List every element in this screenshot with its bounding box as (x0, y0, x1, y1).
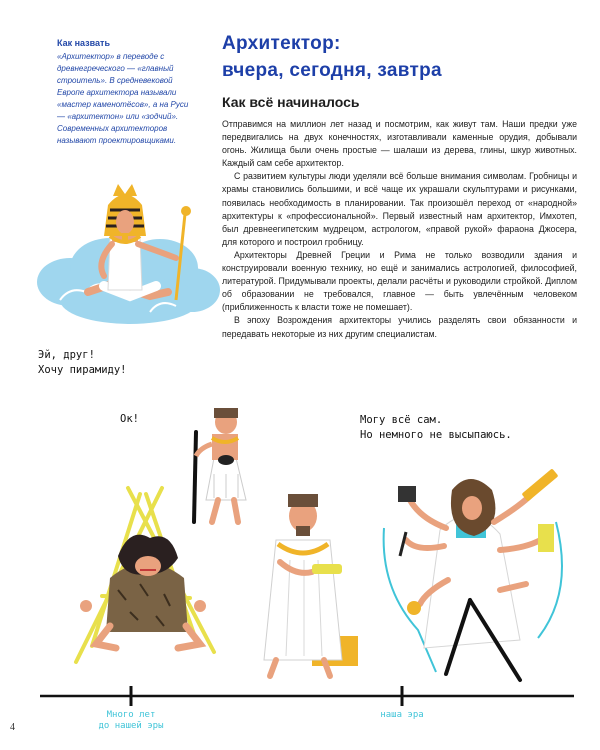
paragraph-4: В эпоху Возрождения архитекторы учились разделять свои обязанности и передавать некоторые из них другим специалистам. (222, 315, 577, 339)
renaissance-speech-line1: Могу всё сам. (360, 414, 443, 426)
timeline (40, 686, 574, 706)
section-title: Как всё начиналось (222, 94, 360, 110)
paragraph-1: Отправимся на миллион лет назад и посмотрим, как живут там. Наши предки уже передвигались на двух конечностях, изготавливали каменные орудия, добывали огонь. Жилища были очень простые — шалаши из дерева, глины, шкур животных. Каждый сам себе архитектор. (222, 119, 577, 169)
pharaoh-illustration (37, 184, 220, 324)
page-number: 4 (10, 722, 15, 733)
timeline-label-ad: наша эра (380, 710, 424, 720)
renaissance-speech (360, 413, 512, 443)
main-title-line1: Архитектор: (222, 33, 341, 54)
timeline-label-bc-line2: до нашей эры (98, 721, 164, 731)
sidebar-text: «Архитектор» в переводе с древнегреческого — «главный строитель». В средневековой Европе архитектора называли «мастер каменотёсов», а на Руси — «архитектон» или «зодчий». Современных архитекторов называют проектировщиками. (57, 52, 189, 145)
roman-architect-illustration (264, 494, 358, 676)
main-title-line2: вчера, сегодня, завтра (222, 60, 442, 81)
renaissance-speech-line2: Но немного не высыпаюсь. (360, 429, 512, 441)
timeline-label-bc (80, 710, 182, 732)
pharaoh-speech-line1: Эй, друг! (38, 349, 95, 361)
caveman-speech: Ок! (120, 413, 139, 425)
pharaoh-speech (38, 348, 127, 378)
sidebar-title: Как назвать (57, 38, 110, 48)
paragraph-2: С развитием культуры люди уделяли всё больше внимания символам. Гробницы и храмы становились большими, и всё чаще их украшали скульптурами и рисунками, появилась необходимость в планировании. Так произошёл переход от «народной» архитектуры к «профессиональной». Первый известный нам архитектор, Имхотеп, был древнеегипетским мудрецом, астрологом, «правой рукой» фараона Джосера, для которого и построил гробницу. (222, 171, 577, 247)
paragraph-3: Архитекторы Древней Греции и Рима не только возводили здания и конструировали военную технику, но ещё и занимались астрологией, философией, литературой. Придумывали проекты, делали расчёты и руководили стройкой. Диплом об образовании не требовался, главное — быть увлечённым человеком (приближенность к власти тоже не помешает). (222, 249, 577, 313)
renaissance-architect-illustration (384, 468, 562, 680)
imhotep-illustration (194, 408, 246, 522)
timeline-label-bc-line1: Много лет (106, 710, 156, 720)
pharaoh-speech-line2: Хочу пирамиду! (38, 364, 127, 376)
